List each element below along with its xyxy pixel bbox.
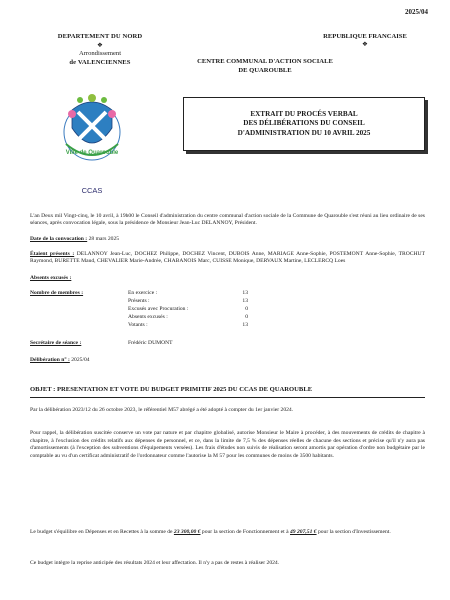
presents-paragraph xyxy=(30,251,425,266)
organization-title xyxy=(190,58,340,75)
object-label: OBJET : xyxy=(30,386,56,393)
convocation-date: 28 mars 2025 xyxy=(88,236,120,242)
members-row xyxy=(128,322,248,328)
object-underline xyxy=(30,397,425,398)
convocation-line xyxy=(30,236,425,243)
paragraph-3-text: Le budget s'équilibre en Dépenses et en Recettes à la somme de xyxy=(30,529,174,535)
org-line-2: DE QUAROUBLE xyxy=(238,66,292,74)
diamond-icon: ❖ xyxy=(362,41,368,48)
paragraph-3-text: pour la section d'Investissement. xyxy=(316,529,391,535)
members-row-label: Présents : xyxy=(128,298,150,304)
investment-amount: 49 207,51 € xyxy=(289,529,317,535)
paragraph-1: Par la délibération 2023/12 du 26 octobre 2023, le référentiel M57 abrégé a été adopté à compter du 1er janvier 2024. xyxy=(30,407,294,413)
republic-label: REPUBLIQUE FRANCAISE xyxy=(323,33,407,40)
org-line-1: CENTRE COMMUNAL D'ACTION SOCIALE xyxy=(197,58,333,65)
convocation-label: Date de la convocation : xyxy=(30,236,88,242)
deliberation-line xyxy=(30,357,425,364)
secretary-name: Frédéric DUMONT xyxy=(128,340,173,346)
paragraph-2: Pour rappel, la délibération suscitée conserve un vote par nature et par chapitre globalisé, autorise Monsieur le Maire à procéder, à des mouvements de crédits de chapitre à chapitre, à l'exclusion des crédits relatifs aux dépenses de personnel, et ce, dans la limite de 7,5 % des dépenses réelles de chacune des sections et précise qu'il n'y aura pas d'amortissements (à l'exception des subventions d'équipements versées). Les frais d'études non suivis de réalisation seront amortis par opération d'ordre non budgétaire par le comptable au vu d'un certificat administratif de l'ordonnateur comme l'autorise la M 57 pour les communes de moins de 3500 habitants. xyxy=(30,430,425,459)
extract-line-3: D'ADMINISTRATION DU 10 AVRIL 2025 xyxy=(237,128,371,137)
members-row xyxy=(128,314,248,320)
department-label: DEPARTEMENT DU NORD xyxy=(57,33,143,40)
members-row xyxy=(128,298,248,304)
paragraph-3 xyxy=(30,529,425,537)
arrondissement-label: Arrondissement xyxy=(78,50,122,57)
extract-title-box xyxy=(183,97,425,151)
members-row-label: En exercice : xyxy=(128,290,158,296)
object-heading xyxy=(30,386,425,393)
deliberation-label: Délibération n° : xyxy=(30,357,70,363)
object-title: PRESENTATION ET VOTE DU BUDGET PRIMITIF 2025 DU CCAS DE QUAROUBLE xyxy=(57,386,313,393)
ccas-caption: CCAS xyxy=(81,186,103,195)
paragraph-3-text: pour la section de Fonctionnement et à xyxy=(200,529,290,535)
members-row-label: Absents excusés : xyxy=(128,314,168,320)
presents-label: Étaient présents : xyxy=(30,251,75,257)
secretary-line xyxy=(30,340,425,347)
absents-line xyxy=(30,275,425,282)
diamond-icon: ❖ xyxy=(97,41,103,49)
extract-line-2: DES DÉLIBÉRATIONS DU CONSEIL xyxy=(243,119,365,128)
deliberation-number: 2025/04 xyxy=(71,357,90,363)
members-row-label: Votants : xyxy=(128,322,148,328)
members-row-value: 0 xyxy=(245,314,248,320)
members-row-value: 13 xyxy=(242,322,248,328)
town-logo xyxy=(58,88,126,168)
document-reference: 2025/04 xyxy=(405,8,428,16)
intro-paragraph: L'an Deux mil Vingt-cinq, le 10 avril, à 19h00 le Conseil d'administration du centre communal d'action sociale de la Commune de Quarouble s'est réuni au lieu ordinaire de ses séances, après convocation légale, sous la présidence de Monsieur Jean-Luc DELANNOY, Président. xyxy=(30,213,425,227)
members-row-value: 13 xyxy=(242,290,248,296)
header-right xyxy=(300,33,430,48)
operating-amount: 23 300,00 € xyxy=(173,529,201,535)
absents-label: Absents excusés : xyxy=(30,275,72,281)
secretary-label: Secrétaire de séance : xyxy=(30,340,82,346)
members-row xyxy=(128,306,248,312)
arrondissement-name: de VALENCIENNES xyxy=(69,58,131,66)
presents-list: DELANNOY Jean-Luc, DOCHEZ Philippe, DOCHEZ Vincent, DUBOIS Anne, MARIAGE Anne-Sophie, POSTEMONT Anne-Sophie, TROCHUT Raymond, BURETTE Maud, CHEVALIER Marie-Andrée, CHABANOIS Marc, CUISSE Monique, DERVAUX Martine, LECLERCQ Loes xyxy=(30,251,425,265)
members-row-value: 0 xyxy=(245,306,248,312)
paragraph-4: Ce budget intègre la reprise anticipée des résultats 2024 et leur affectation. Il n'y a pas de restes à réaliser 2024. xyxy=(30,560,280,566)
members-label: Nombre de membres : xyxy=(30,290,84,296)
header-left xyxy=(30,33,170,67)
members-row-label: Excusés avec Procuration : xyxy=(128,306,189,312)
logo-text: Ville de Quarouble xyxy=(65,150,119,156)
members-row xyxy=(128,290,248,296)
members-row-value: 13 xyxy=(242,298,248,304)
extract-line-1: EXTRAIT DU PROCÉS VERBAL xyxy=(250,110,358,119)
